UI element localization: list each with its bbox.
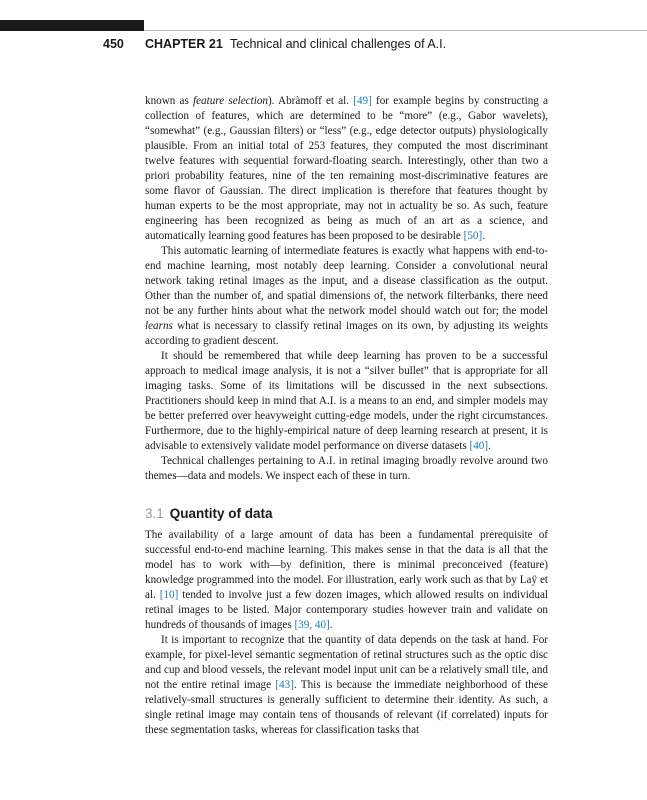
paragraph: Technical challenges pertaining to A.I. in retinal imaging broadly revolve around two themes—data and models. We inspect each of these in turn. — [145, 455, 548, 482]
body-text-block — [145, 94, 548, 484]
body-text-block — [145, 528, 548, 738]
paragraph: It should be remembered that while deep learning has proven to be a successful approach to medical image analysis, it is not a “silver bullet” that is appropriate for all imaging tasks. Some of its limitations will be discussed in the next subsections. Practitioners should keep in mind that A.I. is a means to an end, and simpler models may be better preferred over heavyweight cutting-edge models, under the right circumstances. Furthermore, due to the highly-empirical nature of deep learning research at present, it is advisable to extensively validate model performance on diverse datasets [40]. — [145, 350, 548, 452]
citation-link[interactable]: [49] — [353, 95, 372, 107]
section-title: Quantity of data — [169, 506, 273, 521]
section-heading — [145, 506, 273, 521]
citation-link[interactable]: [40] — [469, 440, 489, 452]
citation-link[interactable]: [50] — [463, 230, 483, 242]
paragraph: The availability of a large amount of data has been a fundamental prerequisite of successful end-to-end machine learning. This makes sense in that the data is all that the model has to work with—by definition, there is minimal preconceived (feature) knowledge programmed into the model. For illustration, early work such as that by Laÿ et al. [10] tended to involve just a few dozen images, which allowed results on individual retinal images to be listed. Major contemporary studies however train and validate on hundreds of thousands of images [39, 40]. — [145, 529, 548, 631]
chapter-label: CHAPTER 21 — [145, 37, 223, 51]
citation-link[interactable]: [10] — [159, 589, 179, 601]
page-number: 450 — [103, 37, 124, 51]
header-bar — [0, 20, 144, 31]
paragraph: This automatic learning of intermediate features is exactly what happens with end-to-end machine learning, most notably deep learning. Consider a convolutional neural network taking retinal images as the input, and a disease classification as the output. Other than the number of, and spatial dimensions of, the network filterbanks, there need not be any further hints about what the network model should watch out for; the model learns what is necessary to classify retinal images on its own, by adjusting its weights according to gradient descent. — [145, 245, 548, 347]
section-number: 3.1 — [145, 506, 164, 521]
header-rule — [144, 30, 647, 31]
citation-link[interactable]: [43] — [275, 679, 294, 691]
chapter-title: Technical and clinical challenges of A.I. — [230, 37, 447, 51]
paragraph: It is important to recognize that the quantity of data depends on the task at hand. For example, for pixel-level semantic segmentation of retinal structures such as the optic disc and cup and blood vessels, the relevant model input unit can be a relatively small tile, and not the entire retinal image [43]. This is because the immediate neighborhood of these relatively-small structures is generally sufficient to determine their identity. As such, a single retinal image may contain tens of thousands of relevant (if correlated) inputs for these segmentation tasks, whereas for classification tasks that — [145, 634, 548, 736]
citation-link[interactable]: [39, 40] — [294, 619, 330, 631]
paragraph: known as feature selection). Abràmoff et al. [49] for example begins by constructing a collection of features, which are determined to be “more” (e.g., Gabor wavelets), “somewhat” (e.g., Gaussian filters) or “less” (e.g., edge detector outputs) physiologically plausible. From an initial total of 253 features, they computed the most discriminant twelve features with sequential forward-floating search. Interestingly, other than two a priori probability features, nine of the ten remaining most-discriminative features are some flavor of Gaussian. The direct implication is therefore that features thought by human experts to be the most appropriate, may not in actuality be so. As such, feature engineering has been recognized as being as much of an art as a science, and automatically learning good features has been proposed to be desirable [50]. — [145, 95, 548, 242]
running-header — [0, 37, 647, 55]
